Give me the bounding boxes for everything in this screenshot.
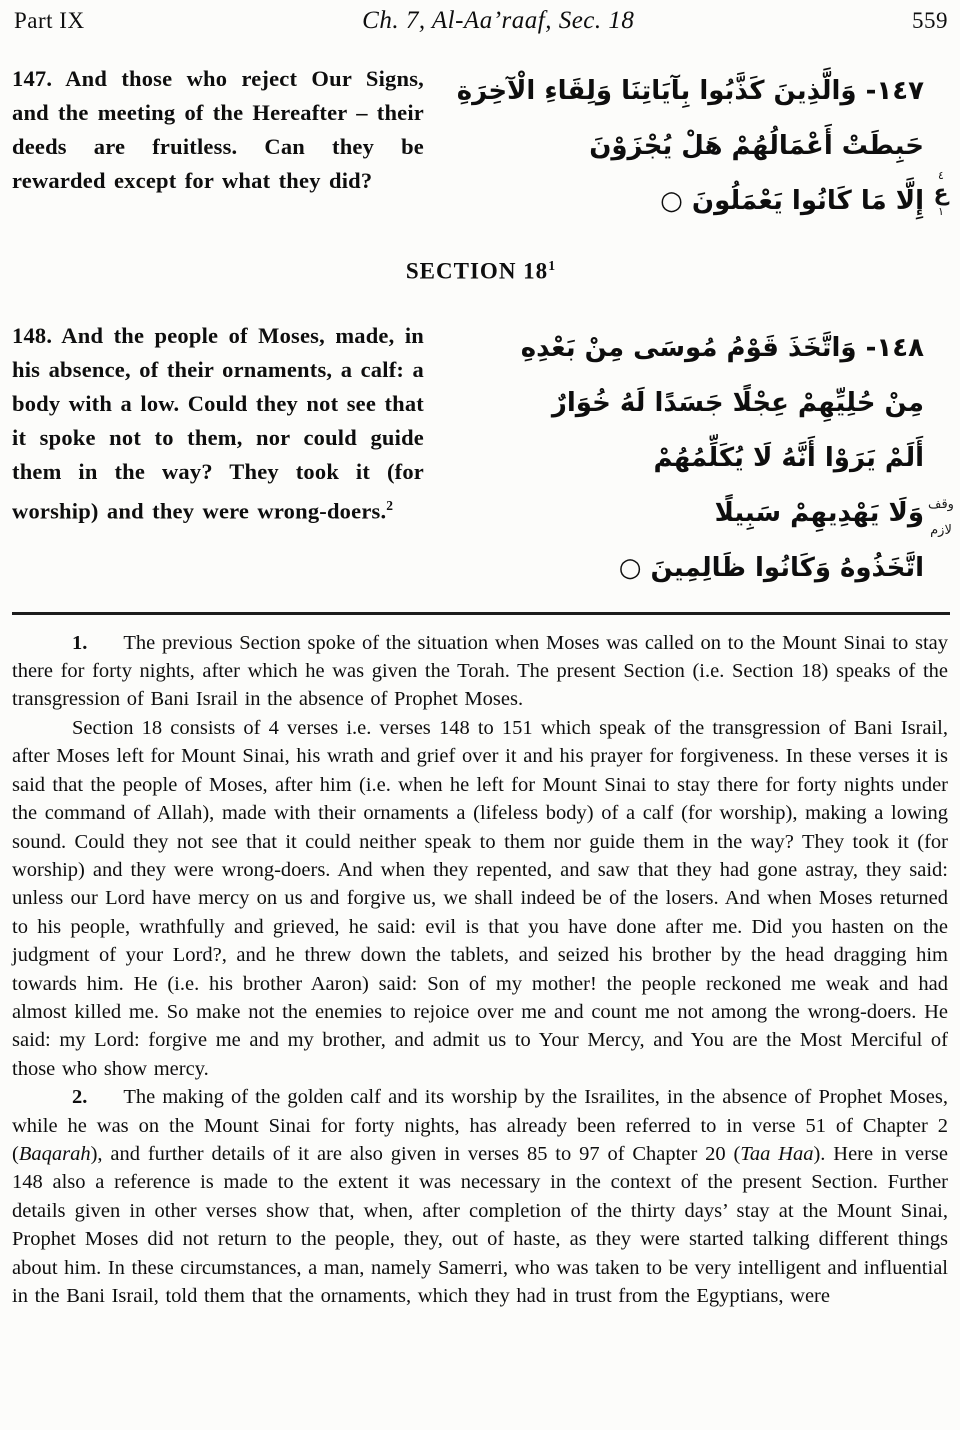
arabic-verse-line: ١٤٨- وَاتَّخَذَ قَوْمُ مُوسَى مِنْ بَعْدِهِ xyxy=(520,332,924,363)
text-run: 147. And those who reject Our Signs, and the meeting of the Hereafter – their deeds are fruitless. Can they be rewarded except for what they did? xyxy=(12,66,424,193)
margin-annotation xyxy=(924,498,958,538)
ruku-ain-letter: ع xyxy=(933,181,949,206)
footnote-text-run: The previous Section spoke of the situation when Moses was called on to the Mount Sinai to stay there for forty nights, after which he was given the Torah. The present Section (i.e. Section 18) speaks of the transgression of Bani Israil in the absence of Prophet Moses. xyxy=(12,631,948,711)
arabic-verse-line: وَلَا يَهْدِيهِمْ سَبِيلًا xyxy=(714,497,924,528)
text-run: SECTION 18 xyxy=(405,258,549,284)
footnote-text-run: Taa Haa xyxy=(740,1142,814,1165)
verse-147-translation xyxy=(12,62,424,198)
arabic-verse-line: أَلَمْ يَرَوْا أَنَّهُ لَا يُكَلِّمُهُمْ xyxy=(653,442,924,473)
arabic-verse-line: إِلَّا مَا كَانُوا يَعْمَلُونَ ○ xyxy=(660,186,924,216)
ruku-marker-icon xyxy=(926,170,956,218)
page-header xyxy=(12,4,950,36)
footnote-number: 1. xyxy=(72,631,88,654)
footnote-text-run: Baqarah xyxy=(18,1142,91,1165)
footnote-divider xyxy=(12,612,950,615)
footnote-paragraph xyxy=(12,714,948,1083)
section-heading xyxy=(12,251,950,287)
arabic-verse-line: مِنْ حُلِيِّهِمْ عِجْلًا جَسَدًا لَهُ خُوَارٌ xyxy=(551,387,924,418)
verse-147-row xyxy=(12,62,950,229)
verse-147-arabic xyxy=(444,62,924,229)
footnote-paragraph xyxy=(12,629,948,714)
chapter-title: Ch. 7, Al-Aa’raaf, Sec. 18 xyxy=(362,7,635,34)
footnote-reference-superscript: 1 xyxy=(548,258,557,273)
footnote-reference-superscript: 2 xyxy=(386,497,394,513)
footnote-text-run: ). Here in verse 148 also a reference is made to the extent it was necessary in the context of the present Section. Further details given in other verses show that, when, after completion of the thirty days’ stay at the Mount Sinai, Prophet Moses did not return to the people, they, out of haste, as they were started talking different things about him. In these circumstances, a man, namely Samerri, who was taken to be very intelligent and influential in the Bani Israil, told them that the ornaments, which they had in trust from the Egyptians, were xyxy=(12,1142,948,1307)
part-label: Part IX xyxy=(14,8,85,33)
footnote-number: 2. xyxy=(72,1086,88,1109)
verse-148-row xyxy=(12,319,950,596)
footnote-paragraph xyxy=(12,1083,948,1310)
verse-148-translation xyxy=(12,319,424,529)
arabic-verse-line: ١٤٧- وَالَّذِينَ كَذَّبُوا بِآيَاتِنَا وَلِقَاءِ الْآخِرَةِ xyxy=(456,76,924,106)
footnotes xyxy=(12,629,950,1311)
arabic-verse-line: حَبِطَتْ أَعْمَالُهُمْ هَلْ يُجْزَوْنَ xyxy=(589,131,924,161)
footnote-text-run: The making of the golden calf and its worship by the Israilites, in the absence of Prophet Moses, while he was on the Mount Sinai for forty nights, has already been referred to in verse 51 of Chapter 2 ( xyxy=(12,1086,948,1165)
ruku-number-top: ٤ xyxy=(938,169,944,182)
footnote-text-run: ), and further details of it are also given in verses 85 to 97 of Chapter 20 ( xyxy=(90,1142,741,1165)
footnote-text-run: Section 18 consists of 4 verses i.e. verses 148 to 151 which speak of the transgression of Bani Israil, after Moses left for Mount Sinai, his wrath and grief over it and his prayer for forgiveness. In these verses it is said that the people of Moses, after him (i.e. when he left for Mount Sinai to stay there for forty nights under the command of Allah), made with their ornaments a (lifeless body) of a calf (for worship), making a lowing sound. Could they not see that it could neither speak to them nor guide them in the way? They took it (for worship) and they were wrong-doers. And when they repented, and saw that they had gone astray, they said: unless our Lord have mercy on us and forgive us, we shall indeed be of the losers. And when Moses returned to his people, wrathfully and grieved, he said: evil is that you have done after me. Did you hasten on the judgment of your Lord?, and he threw down the tablets, and seized his brother by the head dragging him towards him. He (i.e. his brother Aaron) said: Son of my mother! the people reckoned me weak and had almost killed me. So make not the enemies to rejoice over me and count me not among the wrong-doers. He said: my Lord: forgive me and my brother, and admit us to Your Mercy, and You are the Most Merciful of those who show mercy. xyxy=(12,716,948,1080)
margin-annotation-word: وقف xyxy=(928,497,954,512)
verse-148-arabic xyxy=(444,319,924,596)
text-run: 148. And the people of Moses, made, in his absence, of their ornaments, a calf: a body with a low. Could they not see that it spoke not to them, nor could guide them in the way? They took it (for worship) and they were wrong-doers. xyxy=(12,322,424,524)
margin-annotation-word: لازم xyxy=(930,523,952,538)
ruku-number-bottom: ١ xyxy=(938,205,944,218)
page-number: 559 xyxy=(912,8,948,33)
arabic-verse-line: اتَّخَذُوهُ وَكَانُوا ظَالِمِينَ ○ xyxy=(618,552,924,583)
